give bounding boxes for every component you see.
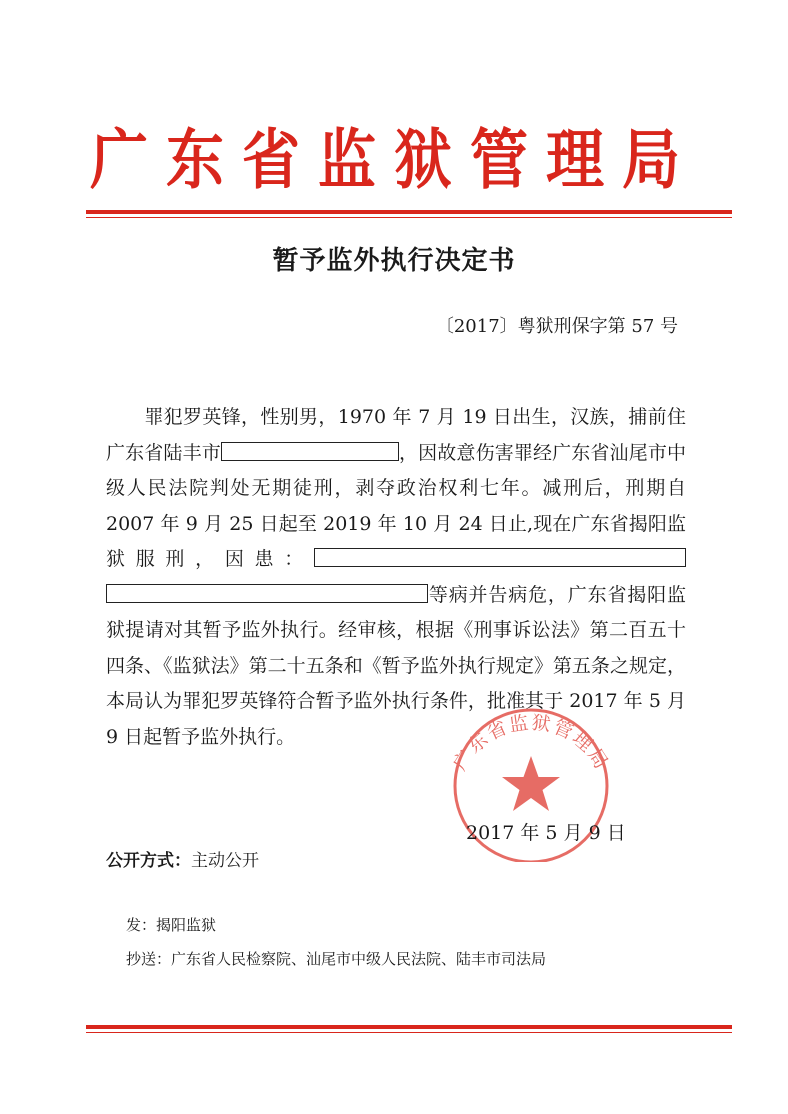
- body-text-part-3: 等病并告病危，广东省揭阳监狱提请对其暂予监外执行。经审核，根据《刑事诉讼法》第二百五十四条、《监狱法》第二十五条和《暂予监外执行规定》第五条之规定，本局认为罪犯罗英锋符合暂予监外执行条件，批准其于 2017 年 5 月 9 日起暂予监外执行。: [106, 583, 686, 748]
- publish-method: [106, 846, 259, 871]
- document-number: 〔2017〕粤狱刑保字第 57 号: [435, 316, 678, 337]
- redacted-address-box: [221, 442, 399, 461]
- publish-label: 公开方式：: [106, 851, 191, 871]
- footer-rule-thin: [86, 1032, 732, 1033]
- body-text-part-1: 罪犯罗英锋，性别男，1970 年 7 月 19 日出生，汉族，捕前住广东省陆丰市: [106, 406, 686, 464]
- send-to: 发：揭阳监狱: [126, 916, 217, 934]
- redacted-diagnosis-box-2: [106, 584, 428, 603]
- seal-text: 广东省监狱管理局: [448, 711, 614, 775]
- document-title: 暂予监外执行决定书: [272, 246, 516, 276]
- seal-star-icon: [502, 756, 560, 811]
- cc-to: 抄送：广东省人民检察院、汕尾市中级人民法院、陆丰市司法局: [126, 950, 547, 968]
- header-rule-thick: [86, 210, 732, 214]
- organization-header: 广东省监狱管理局: [89, 121, 698, 198]
- issue-date: 2017 年 5 月 9 日: [466, 822, 626, 844]
- decision-body: [106, 400, 686, 755]
- publish-value: 主动公开: [191, 851, 259, 871]
- header-rule-thin: [86, 217, 732, 218]
- body-text-part-2: ，因故意伤害罪经广东省汕尾市中级人民法院判处无期徒刑，剥夺政治权利七年。减刑后，刑期自 2007 年 9 月 25 日起至 2019 年 10 月 24 日止,现在广东省揭阳监狱服刑，因患：: [106, 441, 686, 570]
- footer-rule-thick: [86, 1025, 732, 1029]
- redacted-diagnosis-box-1: [314, 548, 686, 567]
